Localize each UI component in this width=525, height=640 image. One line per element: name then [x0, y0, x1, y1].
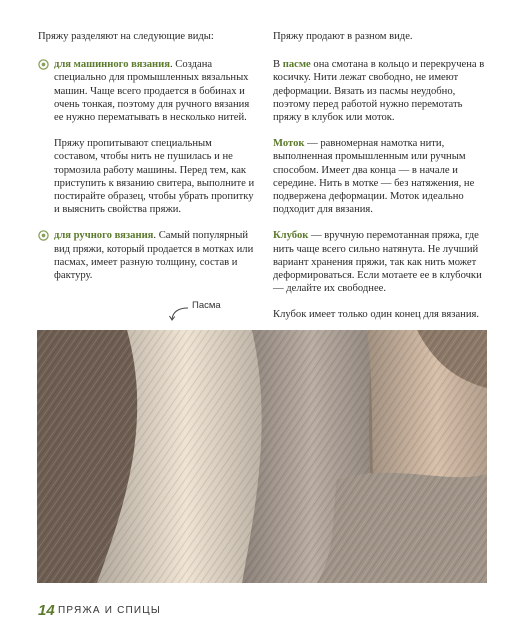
- item-text: . Создана специально для промышленных вязальных машин. Чаще всего продается в бобинах и очень тонкая, поэтому для ручного вязания ее нужно перематывать в несколько нитей.: [54, 59, 250, 124]
- page-number: 14: [38, 602, 55, 619]
- term-skein: пасме: [282, 59, 311, 71]
- caption-label: Пасма: [192, 300, 221, 311]
- para-text: — вручную перемотанная пряжа, где нить чаще всего сильно натянута. Не лучший вариант хранения пряжи, так как нить может деформироваться. Если мотаете ее в клубочки — делайте их свободнее.: [273, 230, 482, 295]
- right-intro: Пряжу продают в разном виде.: [273, 31, 413, 42]
- para-text: — равномерная намотка нити, выполненная промышленным или ручным способом. Имеет два конца — в начале и середине. Нить в мотке — без натяжения, не подвержена деформации. Моток идеально подходит для вязания.: [273, 138, 475, 216]
- para-pre: В: [273, 59, 283, 71]
- term-hank: Моток: [273, 138, 305, 150]
- yarn-skeins-photo: [37, 330, 487, 583]
- paragraph-ball: [273, 229, 489, 295]
- paragraph-ball-note: Клубок имеет только один конец для вязания.: [273, 309, 480, 321]
- right-column: [273, 30, 489, 335]
- flower-bullet-icon: [38, 230, 49, 241]
- paragraph-skein: [273, 58, 489, 124]
- flower-bullet-icon: [38, 59, 49, 70]
- paragraph-hank: [273, 137, 489, 216]
- left-intro: Пряжу разделяют на следующие виды:: [38, 31, 214, 42]
- item-text: . Самый популярный вид пряжи, который продается в мотках или пасмах, имеет разную толщину, состав и фактуру.: [54, 230, 254, 282]
- list-item-hand-yarn: [38, 229, 256, 282]
- item-subparagraph: Пряжу пропитывают специальным составом, чтобы нить не пушилась и не тормозила работу машины. Перед тем, как приступить к вязанию свитера, выполните и постирайте образец, чтобы убрать пропитку и выяснить свойства пряжи.: [54, 138, 255, 216]
- term-hand-yarn: для ручного вязания: [54, 230, 154, 242]
- term-ball: Клубок: [273, 230, 309, 242]
- running-head: ПРЯЖА И СПИЦЫ: [58, 605, 161, 616]
- yarn-illustration: [37, 330, 487, 583]
- para-text: она смотана в кольцо и перекручена в косичку. Нити лежат свободно, не имеют деформации. Вязать из пасмы неудобно, поэтому перед работой нужно перемотать пряжу в клубок или моток.: [273, 59, 485, 124]
- term-machine-yarn: для машинного вязания: [54, 59, 170, 71]
- left-column: [38, 30, 256, 295]
- list-item-machine-yarn: [38, 58, 256, 216]
- photo-caption: [168, 300, 268, 324]
- curved-arrow-icon: [168, 306, 190, 322]
